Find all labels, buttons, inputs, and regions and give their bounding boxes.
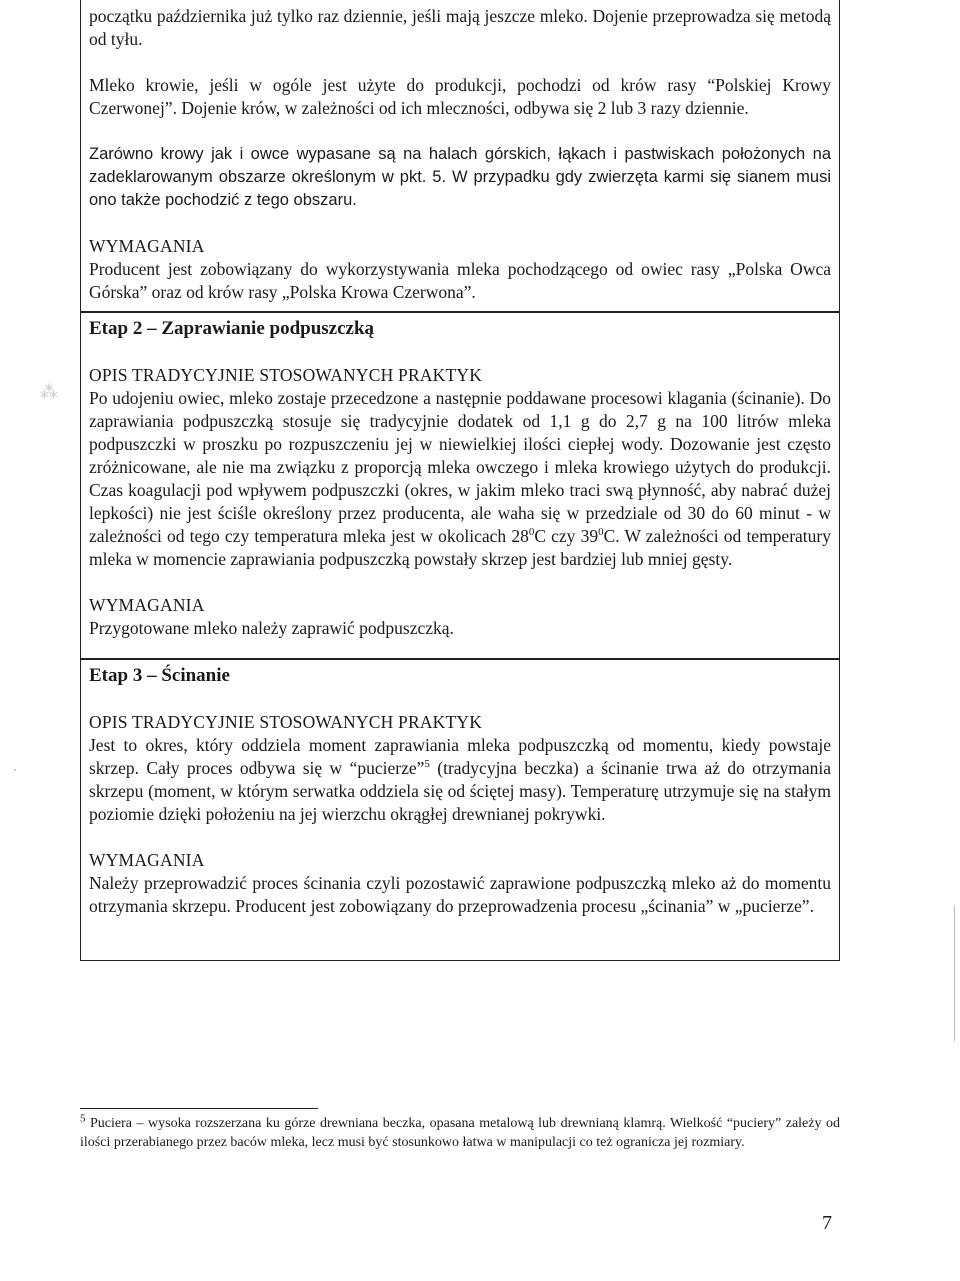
degree-superscript-2: 0 (598, 526, 604, 539)
practices-label-3: OPIS TRADYCYJNIE STOSOWANYCH PRAKTYK (89, 712, 483, 732)
paragraph-milking-method: początku października już tylko raz dziennie, jeśli mają jeszcze mleko. Dojenie przeprowadza się metodą od tyłu. (89, 6, 831, 49)
paragraph-grazing: Zarówno krowy jak i owce wypasane są na halach górskich, łąkach i pastwiskach położonych na zadeklarowanym obszarze określonym w pkt. 5. W przypadku gdy zwierzęta karmi się sianem musi ono także pochodzić z tego obszaru. (89, 145, 831, 209)
practices-text-3-part2: (tradycyjna beczka) a ścinanie trwa aż do otrzymania skrzepu (moment, w którym serwatka oddziela się od ściętej masy). Temperaturę utrzymuje się na stałym poziomie dzięki położeniu na jej wierzchu okrągłej drewnianej pokrywki. (89, 758, 831, 824)
section-3-box (80, 659, 840, 961)
requirements-text-2: Przygotowane mleko należy zaprawić podpuszczką. (89, 618, 454, 638)
footnote-reference[interactable]: 5 (424, 758, 430, 771)
footnote (80, 1114, 840, 1152)
practices-label-2: OPIS TRADYCYJNIE STOSOWANYCH PRAKTYK (89, 365, 483, 385)
practices-text-2 (89, 387, 831, 571)
practices-text-2-part2: C czy 39 (534, 526, 599, 546)
page-number: 7 (822, 1212, 832, 1234)
practices-text-2-part3: C. W zależności od temperatury mleka w momencie zaprawiania podpuszczką powstały skrzep jest bardziej lub mniej gęsty. (89, 526, 831, 569)
paragraph-cow-milk: Mleko krowie, jeśli w ogóle jest użyte do produkcji, pochodzi od krów rasy “Polskiej Krowy Czerwonej”. Dojenie krów, w zależności od ich mleczności, odbywa się 2 lub 3 razy dziennie. (89, 75, 831, 118)
practices-text-3 (89, 734, 831, 826)
footnote-separator (80, 1108, 318, 1109)
section-1-box (80, 0, 840, 312)
stage-2-heading: Etap 2 – Zaprawianie podpuszczką (89, 318, 375, 339)
section-2-box (80, 312, 840, 659)
requirements-text-1: Producent jest zobowiązany do wykorzystywania mleka pochodzącego od owiec rasy „Polska Owca Górska” oraz od krów rasy „Polska Krowa Czerwona”. (89, 259, 831, 302)
requirements-text-3: Należy przeprowadzić proces ścinania czyli pozostawić zaprawione podpuszczką mleko aż do momentu otrzymania skrzepu. Producent jest zobowiązany do przeprowadzenia procesu „ścinania” w „pucierze”. (89, 873, 831, 916)
footnote-marker: 5 (80, 1112, 86, 1125)
requirements-label-1: WYMAGANIA (89, 236, 205, 256)
requirements-label-2: WYMAGANIA (89, 595, 205, 615)
degree-superscript-1: 0 (528, 526, 535, 539)
practices-text-2-part1: Po udojeniu owiec, mleko zostaje przecedzone a następnie poddawane procesowi klagania (ścinanie). Do zaprawiania podpuszczką stosuje się tradycyjnie dodatek od 1,1 g do 2,7 g na 100 litrów mleka podpuszczki w proszku po rozpuszczeniu jej w niewielkiej ilości ciepłej wody. Dozowanie jest często zróżnicowane, ale nie ma związku z proporcją mleka owczego i mleka krowiego użytych do produkcji. Czas koagulacji pod wpływem podpuszczki (okres, w jakim mleko traci swą płynność, aby nabrać dużej lepkości) nie jest ściśle określony przez producenta, ale waha się w przedziale od 30 do 60 minut - w zależności od tego czy temperatura mleka jest w okolicach 28 (89, 388, 831, 546)
stage-3-heading: Etap 3 – Ścinanie (89, 665, 230, 686)
scan-artifact-mark: · (12, 760, 18, 781)
footnote-text: Puciera – wysoka rozszerzana ku górze drewniana beczka, opasana metalową lub drewnianą klamrą. Wielkość “puciery” zależy od ilości przerabianego przez baców mleka, lecz musi być stosunkowo łatwa w manipulacji co też ogranicza jej rozmiary. (80, 1116, 840, 1150)
requirements-label-3: WYMAGANIA (89, 850, 205, 870)
practices-text-3-part1: Jest to okres, który oddziela moment zaprawiania mleka podpuszczką od momentu, kiedy powstaje skrzep. Cały proces odbywa się w “pucierze” (89, 735, 831, 778)
scan-edge-line (954, 905, 955, 1041)
scan-artifact-mark: ⁂ (40, 382, 58, 403)
